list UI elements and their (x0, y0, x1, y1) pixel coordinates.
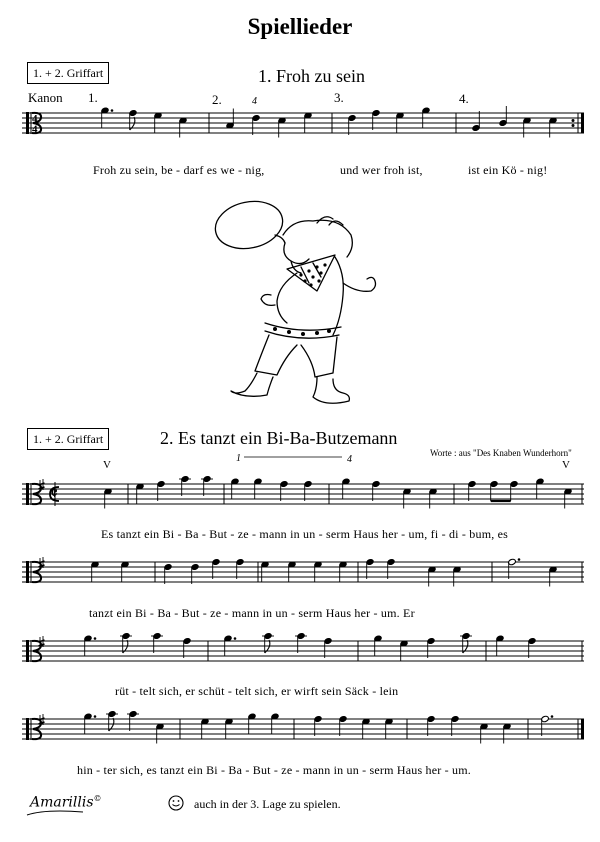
alto-clef-icon (26, 640, 29, 662)
alto-clef-icon (26, 561, 29, 583)
fingering-number: 4 (347, 454, 352, 465)
up-bow-mark: V (562, 459, 570, 471)
song2-lyric-line-2: tanzt ein Bi - Ba - But - ze - mann in un - serm Haus her - um. Er (89, 606, 415, 620)
up-bow-mark: V (103, 459, 111, 471)
augmentation-dot (94, 637, 97, 640)
song2-lyric-line-4: hin - ter sich, es tanzt ein Bi - Ba - But - ze - mann in un - serm Haus her - um. (77, 763, 471, 777)
alto-clef-icon (26, 112, 29, 134)
alto-clef-icon (26, 718, 29, 740)
song2-lyric-line-1: Es tanzt ein Bi - Ba - But - ze - mann in un - serm Haus her - um, fi - di - bum, es (101, 527, 509, 541)
song2-lyric-line-3: rüt - telt sich, er schüt - telt sich, er wirft sein Säck - lein (115, 684, 399, 698)
augmentation-dot (111, 109, 114, 112)
sharp-icon (39, 640, 45, 642)
final-barline (581, 113, 584, 133)
song2-title: 2. Es tanzt ein Bi-Ba-Butzemann (160, 428, 398, 448)
augmentation-dot (94, 715, 97, 718)
third-position-note: auch in der 3. Lage zu spielen. (194, 797, 341, 811)
song1-lyric-part-3: ist ein Kö - nig! (468, 163, 548, 177)
page-title: Spiellieder (247, 14, 353, 39)
augmentation-dot (551, 715, 554, 718)
final-barline (581, 719, 584, 739)
sharp-icon (39, 718, 45, 720)
sharp-icon (39, 561, 45, 563)
cut-time-signature: 𝄵 (50, 483, 59, 503)
canon-entry-3: 3. (334, 90, 344, 105)
publisher-logo: Amarillis© (30, 794, 102, 811)
fingering-number: 1 (236, 453, 241, 464)
kanon-label: Kanon (28, 90, 63, 105)
augmentation-dot (234, 637, 237, 640)
time-signature-numerator: 4 (32, 113, 38, 125)
song1-lyric-part-1: Froh zu sein, be - darf es we - nig, (93, 163, 265, 177)
sharp-icon (39, 483, 45, 485)
time-signature-denominator: 4 (32, 123, 38, 136)
repeat-dot (572, 124, 575, 127)
repeat-dot (572, 119, 575, 122)
lyricist-attribution: Worte : aus "Des Knaben Wunderhorn" (430, 448, 572, 458)
song1-lyric-part-2: und wer froh ist, (340, 163, 423, 177)
canon-entry-1: 1. (88, 90, 98, 105)
alto-clef-icon (26, 483, 29, 505)
canon-entry-2: 2. (212, 92, 222, 107)
augmentation-dot (518, 558, 521, 561)
fingering-label-box: 1. + 2. Griffart (27, 62, 109, 84)
canon-entry-4: 4. (459, 91, 469, 106)
song1-title: 1. Froh zu sein (258, 66, 365, 86)
fingering-label-box-2: 1. + 2. Griffart (27, 428, 109, 450)
fingering-number: 4 (252, 96, 257, 107)
